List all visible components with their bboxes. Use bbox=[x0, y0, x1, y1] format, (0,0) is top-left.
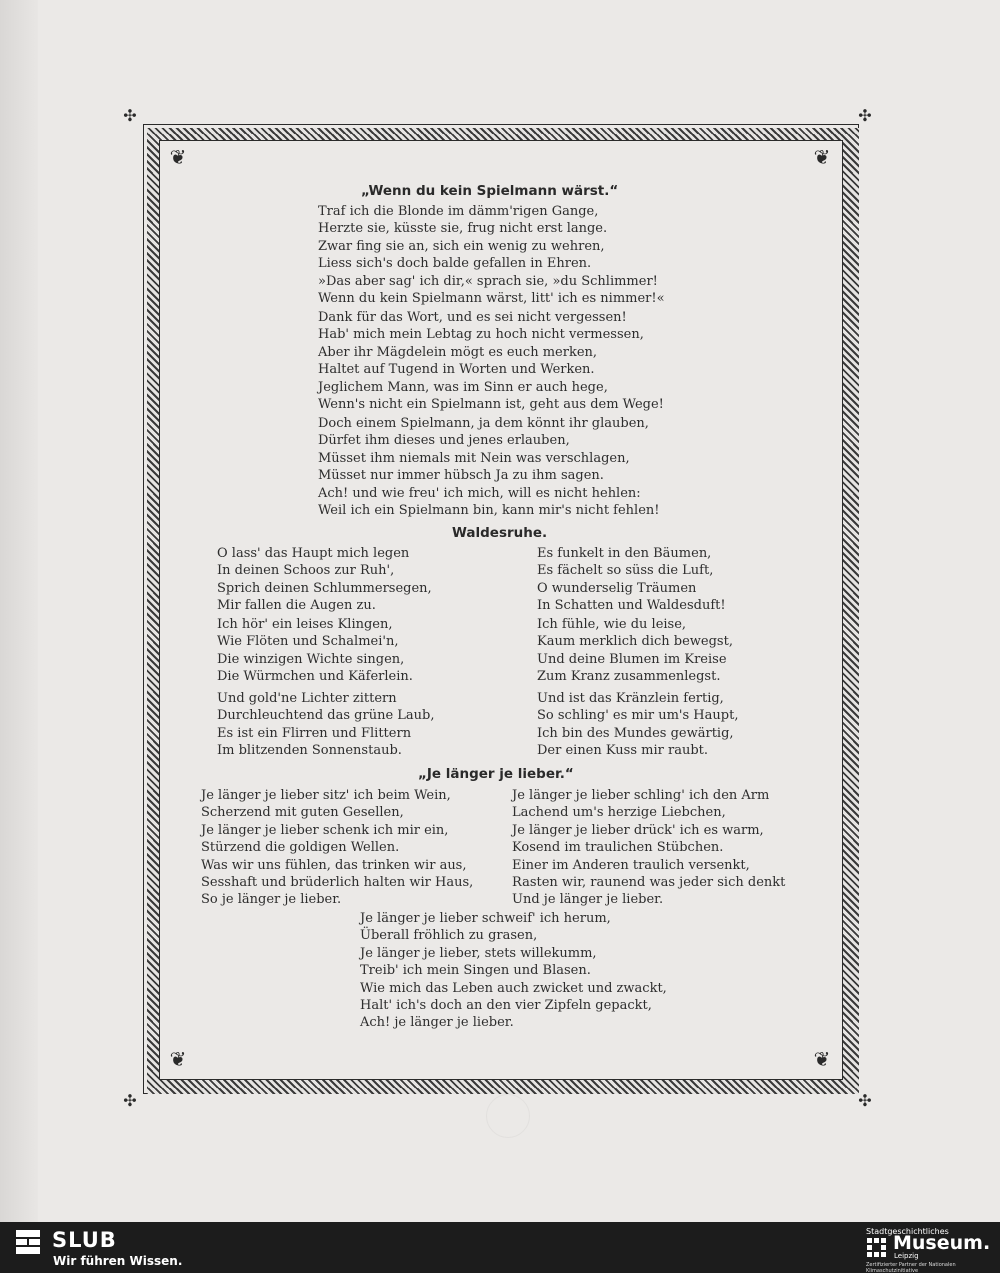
slub-logo-text[interactable]: SLUB bbox=[52, 1228, 117, 1252]
verse-line: Müsset nur immer hübsch Ja zu ihm sagen. bbox=[318, 468, 604, 484]
verse-line: Ach! und wie freu' ich mich, will es nicht hehlen: bbox=[318, 485, 641, 501]
verse-line: Und je länger je lieber. bbox=[512, 892, 664, 908]
verse-line: Je länger je lieber schling' ich den Arm bbox=[512, 788, 770, 803]
verse-line: Je länger je lieber sitz' ich beim Wein, bbox=[201, 788, 451, 803]
corner-scroll-icon: ❦ bbox=[813, 1047, 831, 1071]
verse-line: Und gold'ne Lichter zittern bbox=[217, 691, 397, 706]
poem-stanza bbox=[318, 415, 660, 519]
verse-line: Aber ihr Mägdelein mögt es euch merken, bbox=[318, 344, 598, 360]
verse-line: Wie mich das Leben auch zwicket und zwackt, bbox=[360, 980, 667, 996]
poem-stanza bbox=[537, 690, 738, 760]
museum-logo-icon bbox=[866, 1237, 888, 1257]
verse-line: Müsset ihm niemals mit Nein was verschlagen, bbox=[318, 450, 630, 466]
verse-line: Hab' mich mein Lebtag zu hoch nicht vermessen, bbox=[318, 327, 644, 343]
verse-line: Scherzend mit guten Gesellen, bbox=[201, 805, 404, 821]
verse-line: Wenn du kein Spielmann wärst, litt' ich es nimmer!« bbox=[318, 290, 665, 306]
verse-line: Ach! je länger je lieber. bbox=[360, 1015, 514, 1031]
poem-title: „Wenn du kein Spielmann wärst.“ bbox=[361, 183, 619, 199]
slub-tagline: Wir führen Wissen. bbox=[53, 1254, 183, 1268]
verse-line: Haltet auf Tugend in Worten und Werken. bbox=[318, 362, 595, 378]
poem-title: Waldesruhe. bbox=[452, 525, 548, 541]
verse-line: Es ist ein Flirren und Flittern bbox=[217, 725, 412, 741]
verse-line: Ich fühle, wie du leise, bbox=[537, 617, 687, 632]
museum-label-small: Stadtgeschichtliches bbox=[866, 1227, 949, 1236]
verse-line: Zum Kranz zusammenlegst. bbox=[537, 669, 721, 685]
verse-line: »Das aber sag' ich dir,« sprach sie, »du Schlimmer! bbox=[318, 273, 658, 289]
poem-stanza bbox=[360, 910, 667, 1032]
verse-line: Rasten wir, raunend was jeder sich denkt bbox=[512, 874, 786, 890]
verse-line: Sesshaft und brüderlich halten wir Haus, bbox=[201, 874, 474, 890]
verse-line: Mir fallen die Augen zu. bbox=[217, 598, 376, 614]
poem-stanza bbox=[217, 545, 432, 615]
slub-logo-icon[interactable] bbox=[16, 1230, 40, 1254]
page-gutter-shadow bbox=[0, 0, 38, 1222]
poem-stanza bbox=[537, 545, 726, 615]
poem-title: „Je länger je lieber.“ bbox=[418, 766, 574, 782]
verse-line: So je länger je lieber. bbox=[201, 892, 342, 908]
verse-line: Doch einem Spielmann, ja dem könnt ihr glauben, bbox=[318, 416, 649, 431]
verse-line: Traf ich die Blonde im dämm'rigen Gange, bbox=[318, 204, 599, 219]
verse-line: Es funkelt in den Bäumen, bbox=[537, 546, 712, 561]
verse-line: Die winzigen Wichte singen, bbox=[217, 651, 405, 667]
verse-line: Wie Flöten und Schalmei'n, bbox=[217, 634, 399, 650]
verse-line: Was wir uns fühlen, das trinken wir aus, bbox=[201, 857, 467, 873]
museum-logo-text[interactable]: Museum. bbox=[893, 1232, 991, 1254]
verse-line: Je länger je lieber schenk ich mir ein, bbox=[201, 822, 449, 838]
verse-line: Kosend im traulichen Stübchen. bbox=[512, 840, 724, 856]
verse-line: Im blitzenden Sonnenstaub. bbox=[217, 743, 402, 759]
verse-line: Halt' ich's doch an den vier Zipfeln gepackt, bbox=[360, 997, 652, 1013]
verse-line: Sprich deinen Schlummersegen, bbox=[217, 580, 432, 596]
museum-city: Leipzig bbox=[894, 1252, 919, 1260]
verse-line: In deinen Schoos zur Ruh', bbox=[217, 563, 395, 579]
verse-line: In Schatten und Waldesduft! bbox=[537, 598, 726, 614]
verse-line: So schling' es mir um's Haupt, bbox=[537, 708, 739, 724]
poem-stanza bbox=[537, 616, 733, 686]
verse-line: Die Würmchen und Käferlein. bbox=[217, 669, 413, 685]
verse-line: Je länger je lieber drück' ich es warm, bbox=[512, 822, 764, 838]
poem-stanza bbox=[318, 203, 665, 307]
corner-scroll-icon: ❦ bbox=[169, 1047, 187, 1071]
verse-line: Je länger je lieber, stets willekumm, bbox=[360, 945, 597, 961]
verse-line: Und ist das Kränzlein fertig, bbox=[537, 691, 724, 706]
fleuron-icon: ✣ bbox=[858, 106, 872, 125]
verse-line: Kaum merklich dich bewegst, bbox=[537, 634, 733, 650]
poem-stanza bbox=[318, 309, 664, 413]
poem-stanza bbox=[201, 787, 473, 909]
verse-line: Und deine Blumen im Kreise bbox=[537, 651, 727, 667]
verse-line: Wenn's nicht ein Spielmann ist, geht aus dem Wege! bbox=[318, 396, 664, 412]
verse-line: Es fächelt so süss die Luft, bbox=[537, 563, 714, 579]
verse-line: Herzte sie, küsste sie, frug nicht erst lange. bbox=[318, 221, 608, 237]
corner-scroll-icon: ❦ bbox=[169, 145, 187, 169]
verse-line: Zwar fing sie an, sich ein wenig zu wehren, bbox=[318, 238, 605, 254]
fleuron-icon: ✣ bbox=[123, 1091, 137, 1110]
verse-line: O wunderselig Träumen bbox=[537, 580, 697, 596]
poem-stanza bbox=[217, 616, 413, 686]
verse-line: Durchleuchtend das grüne Laub, bbox=[217, 708, 435, 724]
verse-line: Einer im Anderen traulich versenkt, bbox=[512, 857, 750, 873]
verse-line: Dürfet ihm dieses und jenes erlauben, bbox=[318, 433, 570, 449]
corner-scroll-icon: ❦ bbox=[813, 145, 831, 169]
verse-line: Je länger je lieber schweif' ich herum, bbox=[360, 911, 611, 926]
verse-line: Der einen Kuss mir raubt. bbox=[537, 743, 709, 759]
fleuron-icon: ✣ bbox=[123, 106, 137, 125]
poem-stanza bbox=[217, 690, 434, 760]
poem-stanza bbox=[512, 787, 785, 909]
verse-line: Lachend um's herzige Liebchen, bbox=[512, 805, 726, 821]
verse-line: O lass' das Haupt mich legen bbox=[217, 546, 410, 561]
verse-line: Überall fröhlich zu grasen, bbox=[360, 928, 538, 944]
fleuron-icon: ✣ bbox=[858, 1091, 872, 1110]
verse-line: Dank für das Wort, und es sei nicht vergessen! bbox=[318, 310, 627, 325]
embossed-stamp-icon bbox=[486, 1094, 530, 1138]
museum-certification: Zertifizierter Partner der Nationalen Klimaschutzinitiative bbox=[866, 1262, 956, 1274]
verse-line: Ich bin des Mundes gewärtig, bbox=[537, 725, 734, 741]
verse-line: Liess sich's doch balde gefallen in Ehren. bbox=[318, 256, 592, 272]
verse-line: Stürzend die goldigen Wellen. bbox=[201, 840, 400, 856]
verse-line: Jeglichem Mann, was im Sinn er auch hege, bbox=[318, 379, 608, 395]
viewer-footer bbox=[0, 1222, 1000, 1273]
verse-line: Weil ich ein Spielmann bin, kann mir's nicht fehlen! bbox=[318, 502, 660, 518]
verse-line: Treib' ich mein Singen und Blasen. bbox=[360, 963, 591, 979]
verse-line: Ich hör' ein leises Klingen, bbox=[217, 617, 393, 632]
